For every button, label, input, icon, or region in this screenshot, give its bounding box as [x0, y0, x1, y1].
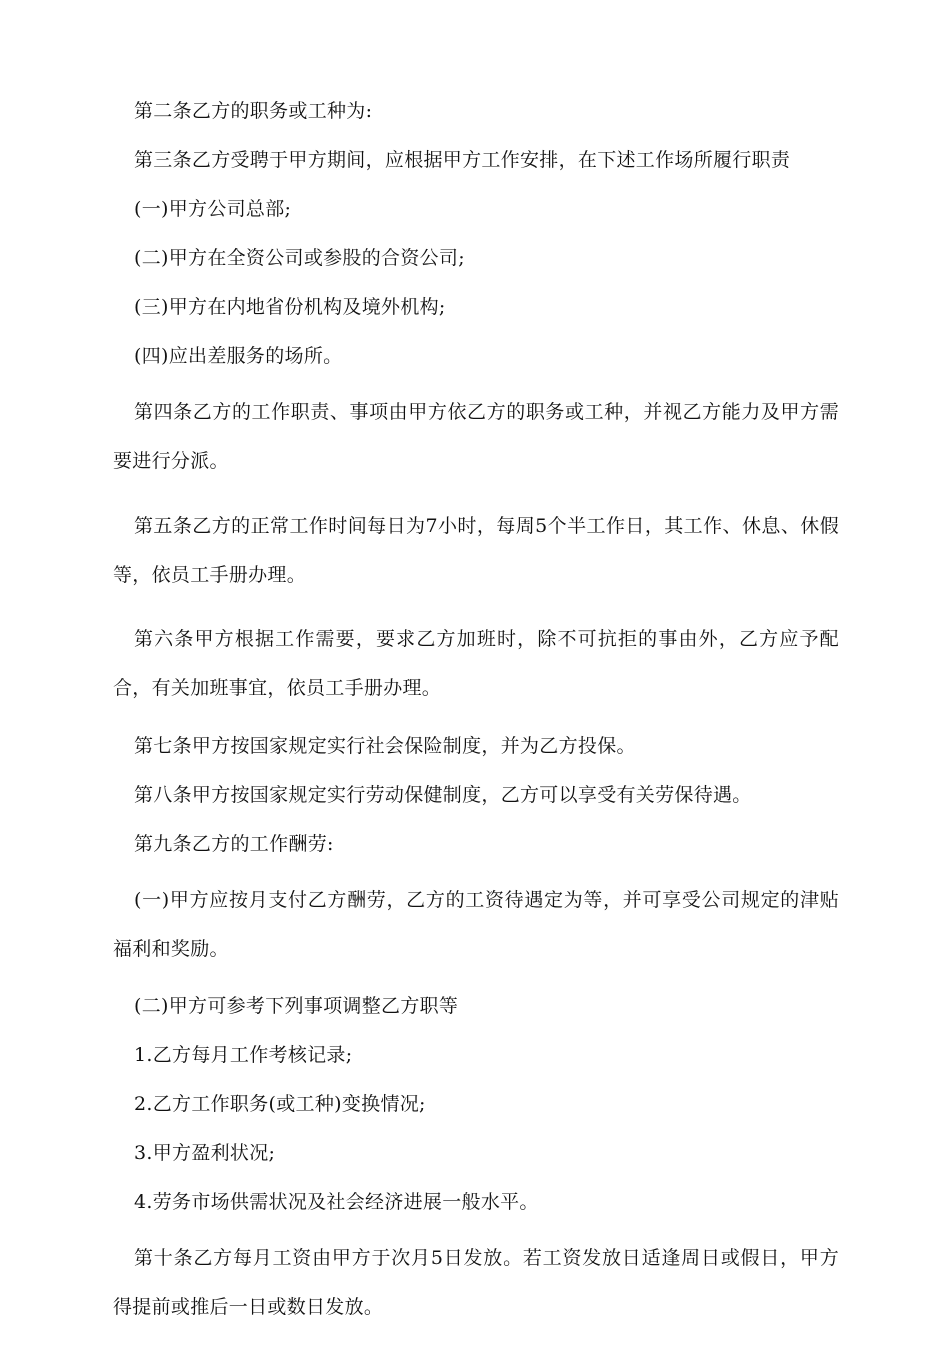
adjustment-item-2: 2.乙方工作职务(或工种)变换情况; — [134, 1093, 426, 1115]
article-9-remuneration: 第九条乙方的工作酬劳: — [134, 832, 334, 855]
article-7-social-insurance: 第七条甲方按国家规定实行社会保险制度，并为乙方投保。 — [134, 734, 636, 757]
article-3-workplace: 第三条乙方受聘于甲方期间，应根据甲方工作安排，在下述工作场所履行职责 — [134, 149, 791, 171]
article-2-position: 第二条乙方的职务或工种为: — [134, 100, 373, 122]
workplace-item-2: (二)甲方在全资公司或参股的合资公司; — [134, 247, 465, 269]
workplace-item-1: (一)甲方公司总部; — [134, 198, 292, 220]
workplace-item-3: (三)甲方在内地省份机构及境外机构; — [134, 296, 446, 318]
article-4-duties: 第四条乙方的工作职责、事项由甲方依乙方的职务或工种，并视乙方能力及甲方需要进行分派。 — [113, 401, 839, 472]
article-5-working-hours: 第五条乙方的正常工作时间每日为7小时，每周5个半工作日，其工作、休息、休假等，依员工手册办理。 — [113, 514, 839, 586]
adjustment-item-4: 4.劳务市场供需状况及社会经济进展一般水平。 — [134, 1191, 539, 1213]
article-8-labor-health: 第八条甲方按国家规定实行劳动保健制度，乙方可以享受有关劳保待遇。 — [134, 783, 752, 806]
remuneration-item-1: (一)甲方应按月支付乙方酬劳，乙方的工资待遇定为等，并可享受公司规定的津贴福利和奖励。 — [113, 888, 839, 960]
adjustment-item-3: 3.甲方盈利状况; — [134, 1142, 276, 1164]
remuneration-item-2: (二)甲方可参考下列事项调整乙方职等 — [134, 995, 459, 1017]
article-6-overtime: 第六条甲方根据工作需要，要求乙方加班时，除不可抗拒的事由外，乙方应予配合，有关加班事宜，依员工手册办理。 — [113, 628, 839, 699]
document-body — [113, 94, 839, 1348]
workplace-item-4: (四)应出差服务的场所。 — [134, 345, 343, 367]
adjustment-item-1: 1.乙方每月工作考核记录; — [134, 1044, 353, 1066]
article-10-payday: 第十条乙方每月工资由甲方于次月5日发放。若工资发放日适逢周日或假日，甲方得提前或推后一日或数日发放。 — [113, 1247, 839, 1318]
